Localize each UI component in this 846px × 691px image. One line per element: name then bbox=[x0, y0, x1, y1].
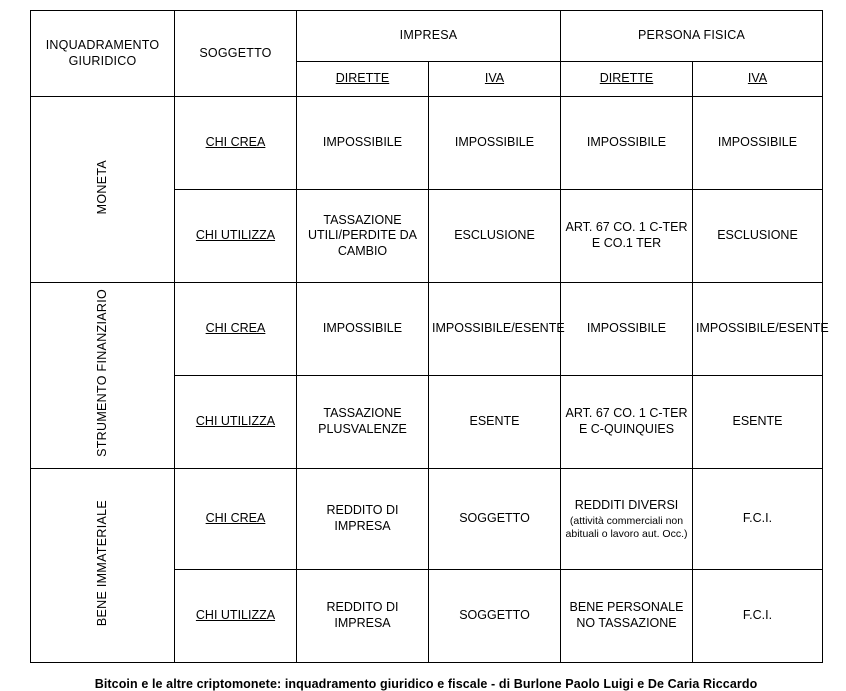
subject-chi-crea-bene: CHI CREA bbox=[175, 469, 297, 570]
cell-strumento-chiutilizza-impresa-iva: ESENTE bbox=[429, 376, 561, 469]
header-legal-framework bbox=[31, 11, 175, 97]
subject-chi-crea-moneta: CHI CREA bbox=[175, 97, 297, 190]
cell-bene-chiutilizza-impresa-dirette: REDDITO DI IMPRESA bbox=[297, 570, 429, 663]
cell-moneta-chiutilizza-persona-iva: ESCLUSIONE bbox=[693, 190, 823, 283]
cell-bene-chiutilizza-persona-dirette: BENE PERSONALE NO TASSAZIONE bbox=[561, 570, 693, 663]
cell-strumento-chicrea-persona-dirette: IMPOSSIBILE bbox=[561, 283, 693, 376]
header-impresa-iva: IVA bbox=[429, 62, 561, 97]
cell-bene-chiutilizza-persona-iva: F.C.I. bbox=[693, 570, 823, 663]
cell-strumento-chicrea-persona-iva: IMPOSSIBILE/ESENTE bbox=[693, 283, 823, 376]
rowgroup-label-strumento-finanziario-text: STRUMENTO FINANZIARIO bbox=[94, 289, 109, 458]
cell-moneta-chicrea-persona-iva: IMPOSSIBILE bbox=[693, 97, 823, 190]
cell-bene-chicrea-persona-dirette-note: (attività commerciali non abituali o lavoro aut. Occ.) bbox=[565, 515, 688, 540]
cell-bene-chicrea-impresa-dirette: REDDITO DI IMPRESA bbox=[297, 469, 429, 570]
cell-strumento-chicrea-impresa-iva: IMPOSSIBILE/ESENTE bbox=[429, 283, 561, 376]
cell-strumento-chicrea-impresa-dirette: IMPOSSIBILE bbox=[297, 283, 429, 376]
header-legal-framework-line2: GIURIDICO bbox=[68, 53, 137, 68]
cell-bene-chicrea-persona-dirette bbox=[561, 469, 693, 570]
rowgroup-label-moneta-text: MONETA bbox=[94, 160, 109, 215]
cell-strumento-chiutilizza-persona-iva: ESENTE bbox=[693, 376, 823, 469]
rowgroup-label-moneta bbox=[31, 97, 175, 283]
cell-moneta-chiutilizza-persona-dirette: ART. 67 CO. 1 C-TER E CO.1 TER bbox=[561, 190, 693, 283]
rowgroup-label-bene-immateriale-text: BENE IMMATERIALE bbox=[94, 500, 109, 627]
header-persona-iva: IVA bbox=[693, 62, 823, 97]
header-persona-dirette: DIRETTE bbox=[561, 62, 693, 97]
header-group-impresa: IMPRESA bbox=[297, 11, 561, 62]
figure-caption: Bitcoin e le altre criptomonete: inquadramento giuridico e fiscale - di Burlone Paolo Luigi e De Caria Riccardo bbox=[94, 677, 758, 691]
cell-moneta-chiutilizza-impresa-dirette: TASSAZIONE UTILI/PERDITE DA CAMBIO bbox=[297, 190, 429, 283]
subject-chi-utilizza-bene: CHI UTILIZZA bbox=[175, 570, 297, 663]
cell-strumento-chiutilizza-impresa-dirette: TASSAZIONE PLUSVALENZE bbox=[297, 376, 429, 469]
rowgroup-label-strumento-finanziario bbox=[31, 283, 175, 469]
header-legal-framework-line1: INQUADRAMENTO bbox=[45, 37, 160, 52]
table-header-row-primary bbox=[31, 11, 823, 62]
cell-strumento-chiutilizza-persona-dirette: ART. 67 CO. 1 C-TER E C-QUINQUIES bbox=[561, 376, 693, 469]
cell-bene-chicrea-persona-dirette-main: REDDITI DIVERSI bbox=[574, 497, 679, 512]
cell-moneta-chiutilizza-impresa-iva: ESCLUSIONE bbox=[429, 190, 561, 283]
subject-chi-utilizza-moneta: CHI UTILIZZA bbox=[175, 190, 297, 283]
rowgroup-label-bene-immateriale bbox=[31, 469, 175, 663]
cell-moneta-chicrea-impresa-iva: IMPOSSIBILE bbox=[429, 97, 561, 190]
cell-moneta-chicrea-persona-dirette: IMPOSSIBILE bbox=[561, 97, 693, 190]
subject-chi-utilizza-strumento: CHI UTILIZZA bbox=[175, 376, 297, 469]
subject-chi-crea-strumento: CHI CREA bbox=[175, 283, 297, 376]
cell-bene-chicrea-persona-iva: F.C.I. bbox=[693, 469, 823, 570]
table-row bbox=[31, 469, 823, 570]
header-impresa-dirette: DIRETTE bbox=[297, 62, 429, 97]
cell-bene-chicrea-impresa-iva: SOGGETTO bbox=[429, 469, 561, 570]
table-row bbox=[31, 283, 823, 376]
header-group-persona-fisica: PERSONA FISICA bbox=[561, 11, 823, 62]
cell-moneta-chicrea-impresa-dirette: IMPOSSIBILE bbox=[297, 97, 429, 190]
cell-bene-chiutilizza-impresa-iva: SOGGETTO bbox=[429, 570, 561, 663]
legal-tax-framework-table bbox=[30, 10, 829, 663]
header-subject: SOGGETTO bbox=[175, 11, 297, 97]
table-row bbox=[31, 97, 823, 190]
